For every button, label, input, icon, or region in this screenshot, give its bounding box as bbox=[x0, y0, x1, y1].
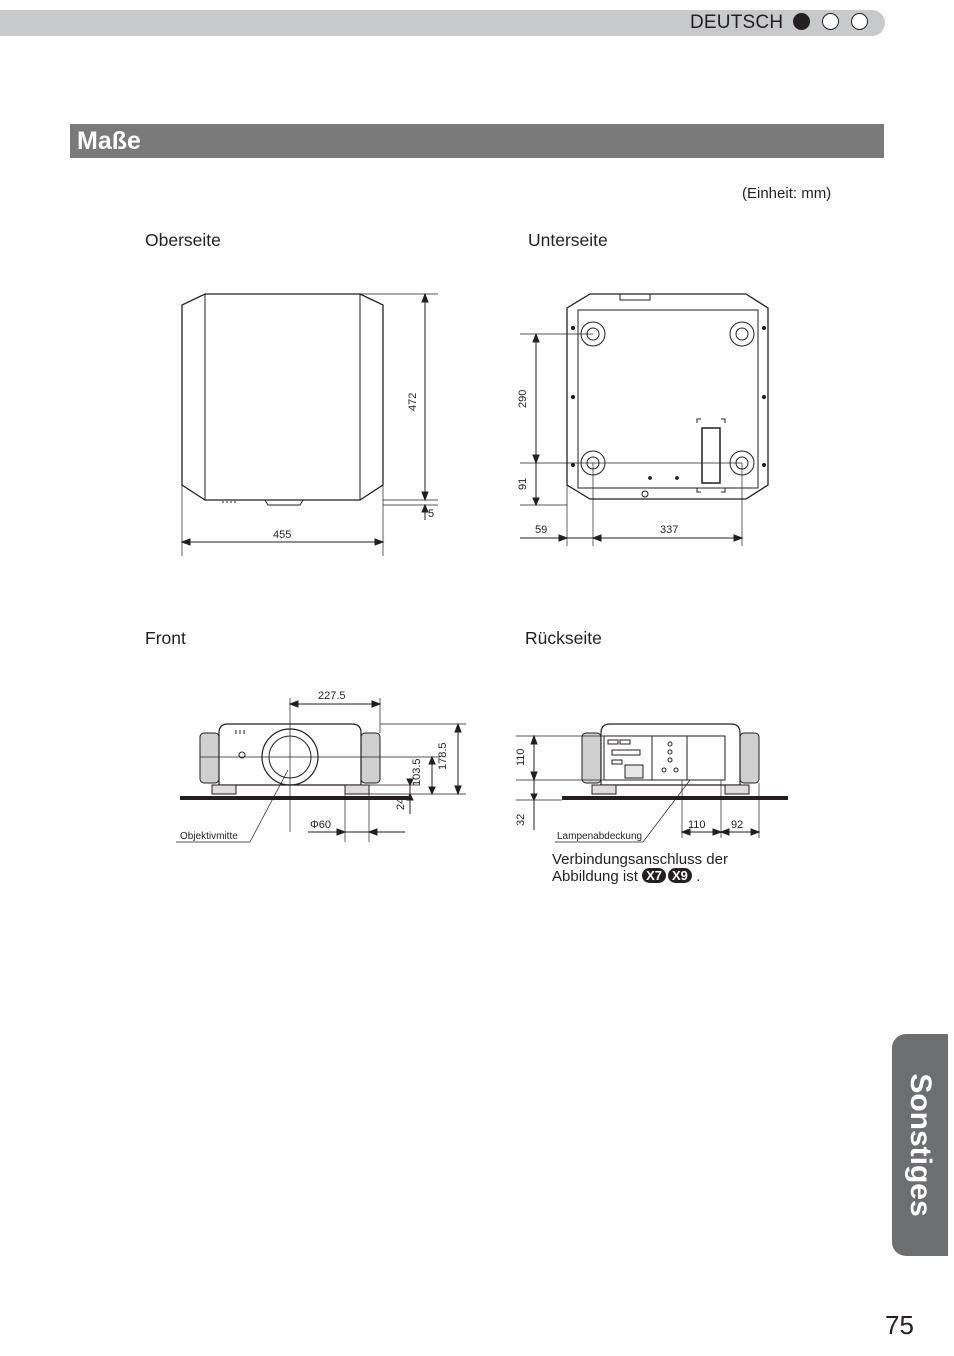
section-title: Maße bbox=[77, 127, 141, 155]
dim-top-depth: 472 bbox=[407, 392, 419, 411]
bottom-view-drawing bbox=[520, 294, 768, 546]
rear-view-drawing bbox=[516, 724, 788, 842]
dim-rear-base-height: 32 bbox=[515, 813, 527, 826]
dim-rear-body-height: 110 bbox=[515, 748, 527, 766]
view-label-bottom: Unterseite bbox=[528, 230, 608, 250]
dim-top-width: 455 bbox=[273, 529, 292, 541]
dim-rear-cover-width: 110 bbox=[688, 819, 706, 831]
unit-note: (Einheit: mm) bbox=[742, 185, 832, 202]
connector-note-text: Verbindungsanschluss der Abbildung ist bbox=[552, 851, 728, 885]
dim-front-lens-diameter: Φ60 bbox=[310, 819, 332, 831]
dim-front-lens-offset: 227.5 bbox=[318, 690, 346, 702]
dim-top-offset: 5 bbox=[428, 508, 435, 520]
model-badge-x7: X7 bbox=[642, 868, 666, 883]
dim-bottom-foot-spacing-x: 337 bbox=[660, 524, 679, 536]
dim-front-foot-height: 24 bbox=[395, 797, 407, 810]
connector-note bbox=[552, 852, 782, 885]
connector-note-suffix: . bbox=[696, 868, 701, 885]
page-number: 75 bbox=[885, 1310, 914, 1340]
section-side-tab[interactable] bbox=[892, 1034, 948, 1256]
dim-bottom-foot-spacing-y: 290 bbox=[517, 389, 529, 408]
callout-lamp-cover: Lampenabdeckung bbox=[557, 831, 643, 842]
dim-front-height: 178.5 bbox=[437, 742, 449, 770]
side-tab-label: Sonstiges bbox=[904, 1073, 937, 1217]
view-label-front: Front bbox=[145, 628, 186, 648]
dim-bottom-foot-offset-x: 59 bbox=[535, 524, 548, 536]
callout-lens-center: Objektivmitte bbox=[180, 831, 238, 842]
dim-front-lens-height: 103.5 bbox=[411, 758, 423, 786]
top-view-drawing bbox=[182, 294, 438, 556]
view-label-rear: Rückseite bbox=[525, 628, 602, 648]
dim-bottom-foot-offset-y: 91 bbox=[517, 477, 529, 490]
dim-rear-cover-offset: 92 bbox=[731, 819, 744, 831]
model-badge-x9: X9 bbox=[668, 868, 692, 883]
language-label: DEUTSCH bbox=[690, 12, 784, 33]
view-label-top: Oberseite bbox=[145, 230, 221, 250]
